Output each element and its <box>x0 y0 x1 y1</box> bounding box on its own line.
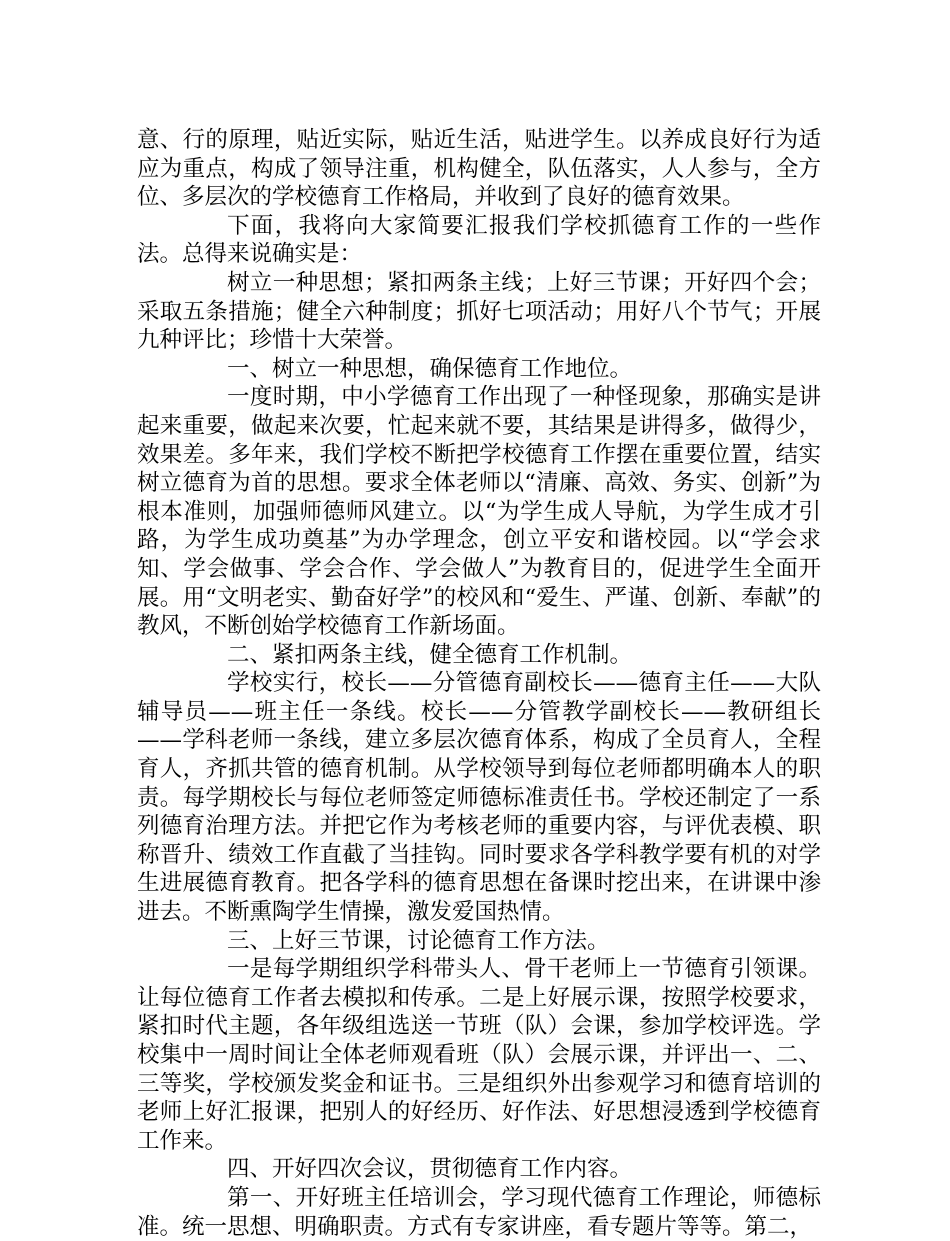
paragraph-section-4: 第一、开好班主任培训会，学习现代德育工作理论，师德标准。统一思想、明确职责。方式有专家讲座，看专题片等等。第二， <box>137 1184 821 1240</box>
paragraph-section-1: 一度时期，中小学德育工作出现了一种怪现象，那确实是讲起来重要，做起来次要，忙起来就不要，其结果是讲得多，做得少，效果差。多年来，我们学校不断把学校德育工作摆在重要位置，结实树立德育为首的思想。要求全体老师以“清廉、高效、务实、创新”为根本准则，加强师德师风建立。以“为学生成人导航，为学生成才引路，为学生成功奠基”为办学理念，创立平安和谐校园。以“学会求知、学会做事、学会合作、学会做人”为教育目的，促进学生全面开展。用“文明老实、勤奋好学”的校风和“爱生、严谨、创新、奉献”的教风，不断创始学校德育工作新场面。 <box>137 384 821 640</box>
paragraph-continuation: 意、行的原理，贴近实际，贴近生活，贴进学生。以养成良好行为适应为重点，构成了领导注重，机构健全，队伍落实，人人参与，全方位、多层次的学校德育工作格局，并收到了良好的德育效果。 <box>137 127 821 211</box>
paragraph-section-2: 学校实行，校长——分管德育副校长——德育主任——大队辅导员——班主任一条线。校长——分管教学副校长——教研组长——学科老师一条线，建立多层次德育体系，构成了全员育人，全程育人，齐抓共管的德育机制。从学校领导到每位老师都明确本人的职责。每学期校长与每位老师签定师德标准责任书。学校还制定了一系列德育治理方法。并把它作为考核老师的重要内容，与评优表模、职称晋升、绩效工作直截了当挂钩。同时要求各学科教学要有机的对学生进展德育教育。把各学科的德育思想在备课时挖出来，在讲课中渗进去。不断熏陶学生情操，激发爱国热情。 <box>137 670 821 926</box>
section-heading-1: 一、树立一种思想，确保德育工作地位。 <box>227 355 633 382</box>
section-heading-3: 三、上好三节课，讨论德育工作方法。 <box>227 927 610 954</box>
section-heading-4: 四、开好四次会议，贯彻德育工作内容。 <box>227 1156 633 1183</box>
section-heading-2: 二、紧扣两条主线，健全德育工作机制。 <box>227 641 633 668</box>
paragraph-section-3: 一是每学期组织学科带头人、骨干老师上一节德育引领课。让每位德育工作者去模拟和传承。二是上好展示课，按照学校要求，紧扣时代主题，各年级组选送一节班（队）会课，参加学校评选。学校集中一周时间让全体老师观看班（队）会展示课，并评出一、二、三等奖，学校颁发奖金和证书。三是组织外出参观学习和德育培训的老师上好汇报课，把别人的好经历、好作法、好思想浸透到学校德育工作来。 <box>137 956 821 1154</box>
document-page <box>137 126 821 1241</box>
paragraph-summary: 树立一种思想；紧扣两条主线；上好三节课；开好四个会；采取五条措施；健全六种制度；抓好七项活动；用好八个节气；开展九种评比；珍惜十大荣誉。 <box>137 269 821 354</box>
paragraph-intro: 下面，我将向大家简要汇报我们学校抓德育工作的一些作法。总得来说确实是： <box>137 212 821 268</box>
